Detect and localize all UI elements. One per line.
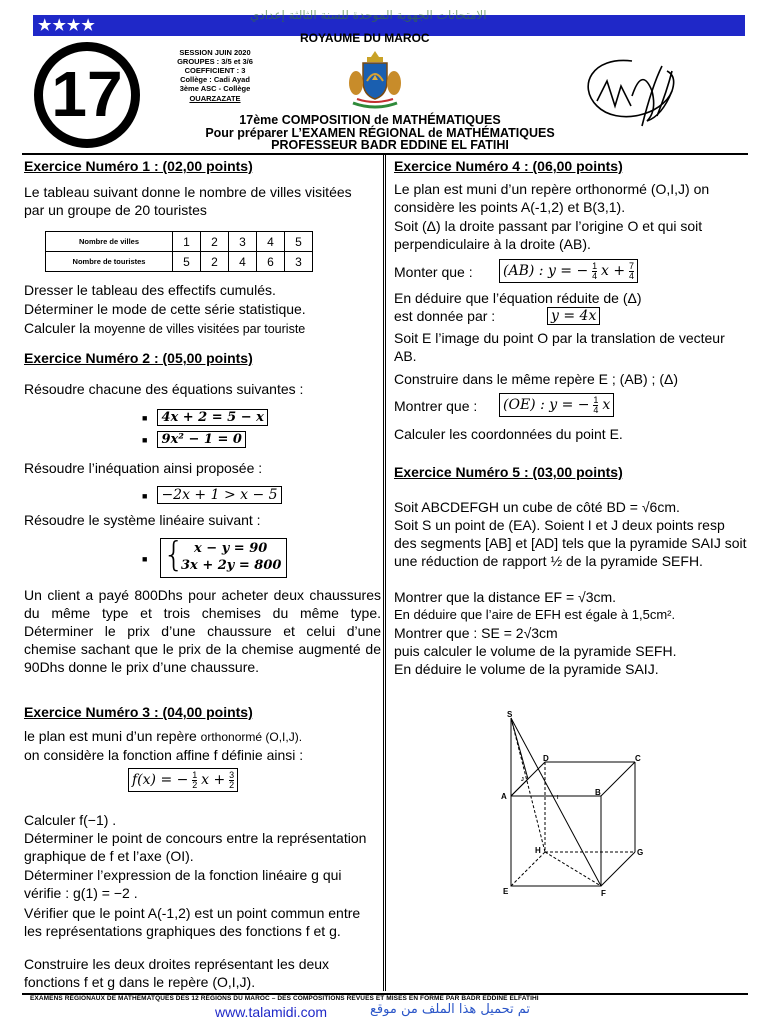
function-f-box bbox=[128, 768, 238, 792]
document-title bbox=[150, 114, 590, 152]
frequency-table bbox=[45, 231, 313, 272]
line-ab-equation-box bbox=[499, 259, 638, 283]
exercise-5-q5: En déduire le volume de la pyramide SAIJ. bbox=[394, 661, 659, 677]
label-j: J bbox=[521, 777, 524, 783]
table-row bbox=[46, 232, 313, 252]
table-row bbox=[46, 252, 313, 272]
table-row-label: Nombre de touristes bbox=[46, 252, 173, 272]
label-a: A bbox=[501, 792, 507, 801]
delta-equation bbox=[547, 306, 600, 325]
info-session: SESSION JUIN 2020 bbox=[179, 48, 251, 57]
table-row-label: Nombre de villes bbox=[46, 232, 173, 252]
system-intro: Résoudre le système linéaire suivant : bbox=[24, 512, 261, 528]
exercise-4-title: Exercice Numéro 4 : (06,00 points) bbox=[394, 158, 623, 174]
exercise-5-line-2: Soit S un point de (EA). Soient I et J deux points resp des segments [AB] et [AD] tels que la pyramide SAIJ soit une réduction de rapport ½ de la pyramide SEFH. bbox=[394, 517, 747, 569]
website-link[interactable]: www.talamidi.com bbox=[215, 1004, 328, 1020]
denominator: 4 bbox=[592, 270, 598, 281]
bullet-icon: ■ bbox=[142, 554, 148, 564]
title-line-2: Pour préparer L’EXAMEN RÉGIONAL de MATHÉMATIQUES bbox=[205, 125, 555, 140]
info-college: Collège : Cadi Ayad bbox=[180, 75, 250, 84]
bullet-icon: ■ bbox=[142, 413, 148, 423]
exercise-3-q4: Vérifier que le point A(-1,2) est un point commun entre les représentations graphiques des fonctions f et g. bbox=[24, 905, 361, 939]
label-c: C bbox=[635, 754, 641, 763]
denominator: 4 bbox=[593, 404, 599, 415]
text-small: orthonormé (O,I,J). bbox=[200, 730, 303, 744]
denominator: 2 bbox=[229, 779, 235, 790]
exercise-3-line-2: on considère la fonction affine f définie ainsi : bbox=[24, 747, 304, 763]
formula-part: (OE) : y = − bbox=[503, 397, 590, 413]
label-d: D bbox=[543, 754, 549, 763]
exercise-4-q2b: est donnée par : bbox=[394, 308, 496, 324]
label-s: S bbox=[507, 710, 513, 719]
exercise-4-q3: Soit E l’image du point O par la translation de vecteur AB. bbox=[394, 330, 725, 364]
title-line-3: PROFESSEUR BADR EDDINE EL FATIHI bbox=[271, 138, 509, 152]
table-cell: 3 bbox=[229, 232, 257, 252]
pyramid-edge-sf bbox=[511, 718, 601, 886]
numerator: 1 bbox=[592, 260, 598, 271]
brace-icon: { bbox=[163, 535, 185, 575]
exercise-5-line-1: Soit ABCDEFGH un cube de côté BD = √6cm. bbox=[394, 499, 680, 515]
exercise-3-title: Exercice Numéro 3 : (04,00 points) bbox=[24, 704, 253, 720]
label-b: B bbox=[595, 788, 601, 797]
exercise-3-q3: Déterminer l’expression de la fonction linéaire g qui vérifie : g(1) = −2 . bbox=[24, 867, 342, 901]
equation-box: 9x² − 1 = 0 bbox=[157, 431, 245, 448]
exercise-5-q3: Montrer que : SE = 2√3cm bbox=[394, 625, 558, 641]
info-class: 3ème ASC - Collège bbox=[179, 84, 251, 93]
label-h: H bbox=[535, 846, 541, 855]
denominator: 4 bbox=[628, 270, 634, 281]
footer-text: EXAMENS RÉGIONAUX DE MATHÉMATQUES DES 12 RÉGIONS DU MAROC – DES COMPOSITIONS REVUES ET MISES EN FORME PAR BADR EDDINE ELFATIHI bbox=[30, 995, 539, 1002]
stars-rating: ★★★★ bbox=[38, 17, 96, 34]
column-divider bbox=[383, 155, 386, 991]
exercise-5-q2: En déduire que l’aire de EFH est égale à 1,5cm². bbox=[394, 607, 676, 622]
equation-2 bbox=[142, 429, 246, 449]
info-groups: GROUPES : 3/5 et 3/6 bbox=[177, 57, 253, 66]
formula-part: x + bbox=[601, 263, 626, 279]
label-g: G bbox=[637, 848, 644, 857]
exercise-1-q2: Déterminer le mode de cette série statistique. bbox=[24, 301, 306, 317]
table-cell: 2 bbox=[201, 252, 229, 272]
numerator: 7 bbox=[628, 260, 634, 271]
fraction bbox=[592, 262, 597, 281]
arabic-footer-text: تم تحميل هذا الملف من موقع bbox=[370, 1002, 531, 1017]
exercise-5-title: Exercice Numéro 5 : (03,00 points) bbox=[394, 464, 623, 480]
numerator: 1 bbox=[192, 769, 198, 780]
system-equation-2: 3x + 2y = 800 bbox=[181, 558, 282, 573]
coat-of-arms-emblem bbox=[345, 47, 405, 112]
exercise-3-q2: Déterminer le point de concours entre la représentation graphique de f et l’axe (OI). bbox=[24, 830, 367, 864]
title-line-1: 17ème COMPOSITION de MATHÉMATIQUES bbox=[239, 113, 501, 127]
cube-pyramid-figure bbox=[495, 705, 685, 905]
bullet-icon: ■ bbox=[142, 435, 148, 445]
table-cell: 5 bbox=[285, 232, 313, 252]
q3-text: Calculer la bbox=[24, 320, 91, 336]
denominator: 2 bbox=[192, 779, 198, 790]
pyramid-edge-sj bbox=[511, 718, 528, 779]
linear-system-box bbox=[160, 535, 287, 578]
formula-part: x bbox=[602, 397, 611, 413]
cube-edge-eh bbox=[511, 852, 545, 886]
system-equation-1: x − y = 90 bbox=[194, 541, 268, 556]
cube-front-face bbox=[511, 796, 601, 886]
inequation-intro: Résoudre l’inéquation ainsi proposée : bbox=[24, 460, 263, 476]
exercise-3-q1: Calculer f(−1) . bbox=[24, 812, 117, 828]
info-city: OUARZAZATE bbox=[189, 94, 241, 103]
bullet-icon: ■ bbox=[142, 491, 148, 501]
table-cell: 4 bbox=[229, 252, 257, 272]
inequation-box: −2x + 1 > x − 5 bbox=[157, 486, 281, 504]
segment-hf bbox=[545, 852, 601, 886]
exercise-2-intro: Résoudre chacune des équations suivantes : bbox=[24, 381, 304, 397]
exercise-1-title: Exercice Numéro 1 : (02,00 points) bbox=[24, 158, 253, 174]
equation-1 bbox=[142, 407, 268, 427]
label-e: E bbox=[503, 887, 509, 896]
exercise-1-intro: Le tableau suivant donne le nombre de villes visitées par un groupe de 20 touristes bbox=[24, 184, 352, 218]
signature bbox=[572, 46, 692, 146]
exercise-1-q1: Dresser le tableau des effectifs cumulés. bbox=[24, 282, 276, 298]
table-cell: 1 bbox=[173, 232, 201, 252]
segment-aj bbox=[511, 779, 528, 796]
fraction bbox=[593, 396, 598, 415]
exercise-4-q4: Construire dans le même repère E ; (AB) ; (Δ) bbox=[394, 371, 678, 387]
table-cell: 4 bbox=[257, 232, 285, 252]
exercise-4-q5: Montrer que : bbox=[394, 398, 478, 414]
fraction bbox=[229, 771, 234, 790]
label-i: I bbox=[557, 795, 559, 801]
exercise-4-line-1: Le plan est muni d’un repère orthonormé (O,I,J) on considère les points A(-1,2) et B(3,1). bbox=[394, 181, 710, 215]
exercise-5-q1: Montrer que la distance EF = √3cm. bbox=[394, 589, 617, 605]
info-coefficient: COEFFICIENT : 3 bbox=[184, 66, 246, 75]
country-title: ROYAUME DU MAROC bbox=[300, 31, 430, 45]
numerator: 1 bbox=[593, 394, 599, 405]
exercise-4-q2: En déduire que l’équation réduite de (Δ) bbox=[394, 290, 642, 306]
exercise-3-line-1 bbox=[24, 727, 302, 746]
exercise-2-problem: Un client a payé 800Dhs pour acheter deux chaussures du même type et trois chemises du même type. Déterminer le prix d’une chaussure et celui d’une chemise sachant que le prix de la chemise augmenté de 90Dhs donne le prix d’une chaussure. bbox=[24, 587, 381, 675]
formula-part: (AB) : y = − bbox=[503, 263, 589, 279]
table-cell: 3 bbox=[285, 252, 313, 272]
table-cell: 2 bbox=[201, 232, 229, 252]
arabic-header-text: الامتحانات الجهوية الموحدة للسنة الثالثة إعدادي bbox=[250, 8, 487, 22]
q3-text-small: moyenne de villes visitées par touriste bbox=[94, 322, 306, 336]
cube-edge-bc bbox=[601, 762, 635, 796]
fraction bbox=[192, 771, 197, 790]
inequation bbox=[142, 485, 282, 505]
table-cell: 5 bbox=[173, 252, 201, 272]
text: le plan est muni d’un repère bbox=[24, 728, 197, 744]
fraction bbox=[629, 262, 634, 281]
exercise-4-line-2: Soit (Δ) la droite passant par l’origine O et qui soit perpendiculaire à la droite (AB). bbox=[394, 218, 703, 252]
equation-box: 4x + 2 = 5 − x bbox=[157, 409, 267, 426]
exercise-2-title: Exercice Numéro 2 : (05,00 points) bbox=[24, 350, 253, 366]
formula-part: x + bbox=[201, 772, 226, 788]
exercise-3-q5: Construire les deux droites représentant les deux fonctions f et g dans le repère (O,I,J). bbox=[24, 956, 330, 990]
label-f: F bbox=[601, 889, 606, 898]
composition-number: 17 bbox=[51, 58, 123, 130]
table-cell: 6 bbox=[257, 252, 285, 272]
exercise-4-q1: Monter que : bbox=[394, 264, 473, 280]
exercise-5-q4: puis calculer le volume de la pyramide SEFH. bbox=[394, 643, 677, 659]
line-oe-equation-box bbox=[499, 393, 614, 417]
cube-edge-fg bbox=[601, 852, 635, 886]
numerator: 3 bbox=[229, 769, 235, 780]
exercise-4-q6: Calculer les coordonnées du point E. bbox=[394, 426, 623, 442]
delta-equation-box: y = 4x bbox=[547, 307, 600, 325]
formula-part: f(x) = − bbox=[132, 772, 189, 788]
exercise-1-q3 bbox=[24, 319, 305, 338]
